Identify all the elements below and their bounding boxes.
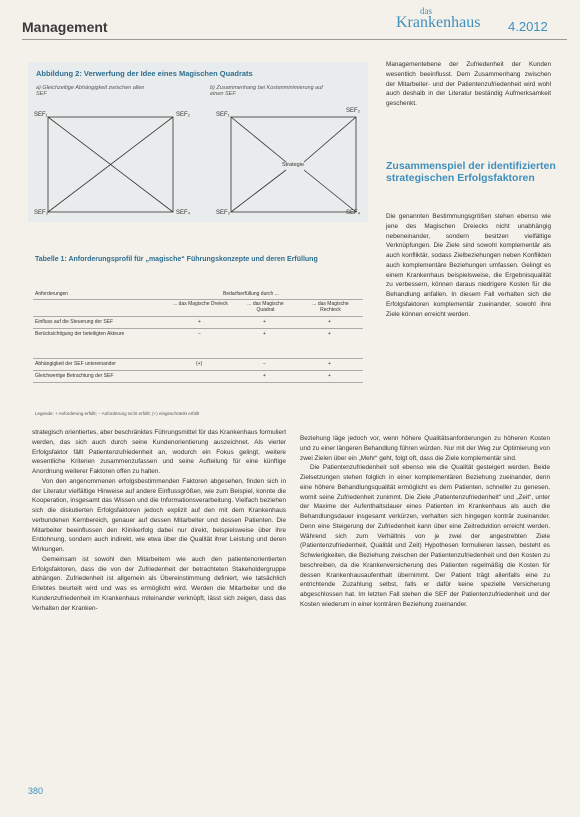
page-header xyxy=(0,0,580,42)
table-row xyxy=(33,372,363,383)
table-col-rechteck: ... das Magische Rechteck xyxy=(312,301,349,313)
right-spoke-3 xyxy=(231,170,286,212)
table-col-head: Anforderungen xyxy=(35,291,69,297)
left-column-text xyxy=(32,428,286,613)
paragraph: Die genannten Bestimmungsgrößen stehen ebenso wie jene des Magischen Dreiecks nicht unabhängig nebeneinander, sondern besitzen vielfältige Verknüpfungen. Die Ziele sind sowohl komplementär als auch konfliktär, sodass Zielbeziehungen neben Konflikten auch komplementäre Beziehungen umfassen. Gelingt es einem Krankenhaus beispielsweise, die Ergebnisqualität zu verbessern, können daraus niedrigere Kosten für die Behandlung anfallen. In diesem Fall verhalten sich die Erfolgsfaktoren komplementär zueinander, sowohl ihre Ziele können erreicht werden. xyxy=(386,213,551,318)
right-column-bottom-text xyxy=(300,434,550,610)
label-sef3-b: SEF₃ xyxy=(216,210,231,216)
figure-caption-b: b) Zusammenhang bei Kostenminimierung auf einen SEF xyxy=(210,85,323,97)
logo-top-text: das xyxy=(420,6,432,16)
table-row-label: Berücksichtigung der beteiligten Akteure xyxy=(35,331,125,337)
table-cell: + xyxy=(263,319,266,325)
page-number: 380 xyxy=(28,786,44,796)
paragraph: Gemeinsam ist sowohl den Mitarbeitern wie auch den patientenorientierten Erfolgsfaktoren, dass die von der Zufriedenheit der betrachteten Stakeholdergruppe abhängen. Zufriedenheit ist allgemein als Übereinstimmung definiert, wie tatsächlich Erlebtes beurteilt wird und was es ermöglicht wird. Werden die Mitarbeiter und die Kundenzufriedenheit im Krankenhaus miteinander verknüpft, lässt sich zeigen, dass das Verhalten der Kranken- xyxy=(32,555,286,612)
section-heading: Zusammenspiel der identifizierten strategischen Erfolgsfaktoren xyxy=(386,160,556,184)
table-col-quadrat: ... das Magische Quadrat xyxy=(247,301,284,313)
table-cell: + xyxy=(263,331,266,337)
table-col-dreieck: ... das Magische Dreieck xyxy=(173,301,228,307)
label-sef4-a: SEF₄ xyxy=(176,210,191,216)
section-title: Management xyxy=(22,19,108,35)
table-1 xyxy=(28,250,368,425)
header-rule xyxy=(22,39,567,40)
logo-main-text: Krankenhaus xyxy=(396,14,481,31)
table-row xyxy=(33,318,363,329)
figure-diagram xyxy=(28,62,368,222)
right-spoke-4 xyxy=(304,170,356,212)
table-title: Tabelle 1: Anforderungsprofil für „magische“ Führungskonzepte und deren Erfüllung xyxy=(35,256,318,263)
table-cell: + xyxy=(328,373,331,379)
paragraph: strategisch orientiertes, aber beschränktes Führungsmittel für das Krankenhaus formuliert werden, das sich auch durch seine Kundenorientierung auszeichnet. Als vierter Erfolgsfaktor fällt Patientenzufriedenheit an, wodurch ein Fokus gelingt, weitere wesentliche Kriterien zusammenzufassen und seine Aufteilung für eine künftige Anordnung weiterer Faktoren offen zu halten. xyxy=(32,429,286,475)
label-sef1-a: SEF₁ xyxy=(34,112,48,118)
label-sef3-a: SEF₃ xyxy=(34,210,49,216)
paragraph: Managementebene der Zufriedenheit der Kunden wesentlich beeinflusst. Dem Zusammenhang zwischen der Mitarbeiter- und der Patientenzufriedenheit wird wohl auch deshalb in der Literatur beständig Aufmerksamkeit geschenkt. xyxy=(386,61,551,107)
table-cell: + xyxy=(198,319,201,325)
right-spoke-1 xyxy=(231,117,286,162)
table-cell: + xyxy=(328,361,331,367)
table-row-label: Abhängigkeit der SEF untereinander xyxy=(35,361,116,367)
label-sef2-b: SEF₂ xyxy=(346,108,360,114)
label-sef4-b: SEF₄ xyxy=(346,210,361,216)
right-column-mid-text xyxy=(386,212,551,319)
figure-2 xyxy=(28,62,368,222)
table-cell: − xyxy=(263,361,266,367)
table-row-label: Einfluss auf die Steuerung der SEF xyxy=(35,319,114,325)
table-cell: + xyxy=(263,373,266,379)
table-cell: + xyxy=(328,319,331,325)
figure-caption-a: a) Gleichzeitige Abhängigkeit zwischen allen SEF xyxy=(36,85,145,97)
table-cell: + xyxy=(328,331,331,337)
table-row-label: Gleichwertige Betrachtung der SEF xyxy=(35,373,114,379)
table-row xyxy=(33,330,363,359)
table-subheader-row xyxy=(33,300,363,317)
figure-title: Abbildung 2: Verwerfung der Idee eines Magischen Quadrats xyxy=(36,69,253,78)
paragraph: Die Patientenzufriedenheit soll ebenso wie die Qualität gesteigert werden. Beide Zielsetzungen stehen folglich in einer komplementären Beziehung zueinander, denn eine höhere Behandlungsqualität ermöglicht es dem Patienten, schneller zu genesen, womit seine Zufriedenheit zunimmt. Die Ziele „Patientenzufriedenheit“ und „Zeit“, unter der Maxime der Aufenthaltsdauer eines Patienten im Krankenhaus als auch die Behandlungsdauer insgesamt verkürzen, verhalten sich hingegen konträr zueinander. Denn eine Steigerung der Zufriedenheit kann über eine Zeitreduktion erreicht werden. Während sich zum Verhältnis von je zwei der angestrebten Ziele (Patientenzufriedenheit, Qualität und Zeit) Hypothesen formulieren lassen, besteht es Schwierigkeiten, die Beziehung zwischen der Patientenzufriedenheit und den Kosten zu beschreiben, da die Krankenversicherung des Patienten regelmäßig die Kosten für dessen Krankenhausaufenthalt übernimmt. Der Patient trägt allenfalls eine zu entrichtende Zuzahlung selbst, falls er dafür keine spezielle Versicherung abgeschlossen hat. Im letzten Fall stehen die SEF der Patientenzufriedenheit und der Kosten wiederum in einer konträren Beziehung zueinander. xyxy=(300,464,550,608)
paragraph: Von den angenommenen erfolgsbestimmenden Faktoren abgesehen, finden sich in der Literatur vielfältige Hinweise auf andere Einflussgrößen, wie zum Beispiel, konnte die Kooperation, insgesamt das Wissen und die Informationsverarbeitung. Vielfach beziehen sich die diskutierten Erfolgsfaktoren jedoch explizit auf den mit dem Krankenhaus verbundenen Kernbereich, genauer auf dessen Mitarbeiter und dessen Patienten. Die Mitarbeiter beeinflussen den Klinikerfolg dabei nur direkt, beispielsweise über ihre Entlohnung, sondern auch indirekt, wie etwa über die Qualität ihrer Leistung und deren Wirkungen. xyxy=(32,477,286,553)
label-sef2-a: SEF₂ xyxy=(176,112,190,118)
table-header-row xyxy=(33,290,363,300)
table-cell: − xyxy=(198,331,201,337)
right-column-top-text xyxy=(386,60,551,109)
issue-number: 4.2012 xyxy=(508,19,548,34)
label-sef1-b: SEF₁ xyxy=(216,112,230,118)
right-spoke-2 xyxy=(304,117,356,162)
table-row xyxy=(33,360,363,371)
journal-logo xyxy=(396,6,496,36)
table-cell: (+) xyxy=(196,361,203,367)
label-strategy: Strategie xyxy=(282,162,305,168)
table-footnote: Legende: + Anforderung erfüllt; − Anforderung nicht erfüllt; (+) eingeschränkt erfüllt xyxy=(35,411,200,416)
table-group-head: Bedarfserfüllung durch ... xyxy=(223,291,279,297)
paragraph: Beziehung läge jedoch vor, wenn höhere Qualitätsanforderungen zu höheren Kosten und zu einer längeren Behandlung führen würden. Nur mit der Weg zur Optimierung von zwei Zielen über ein „Mehr“ geht, folgt oft, dass die Ziele komplementär sind. xyxy=(300,435,550,462)
